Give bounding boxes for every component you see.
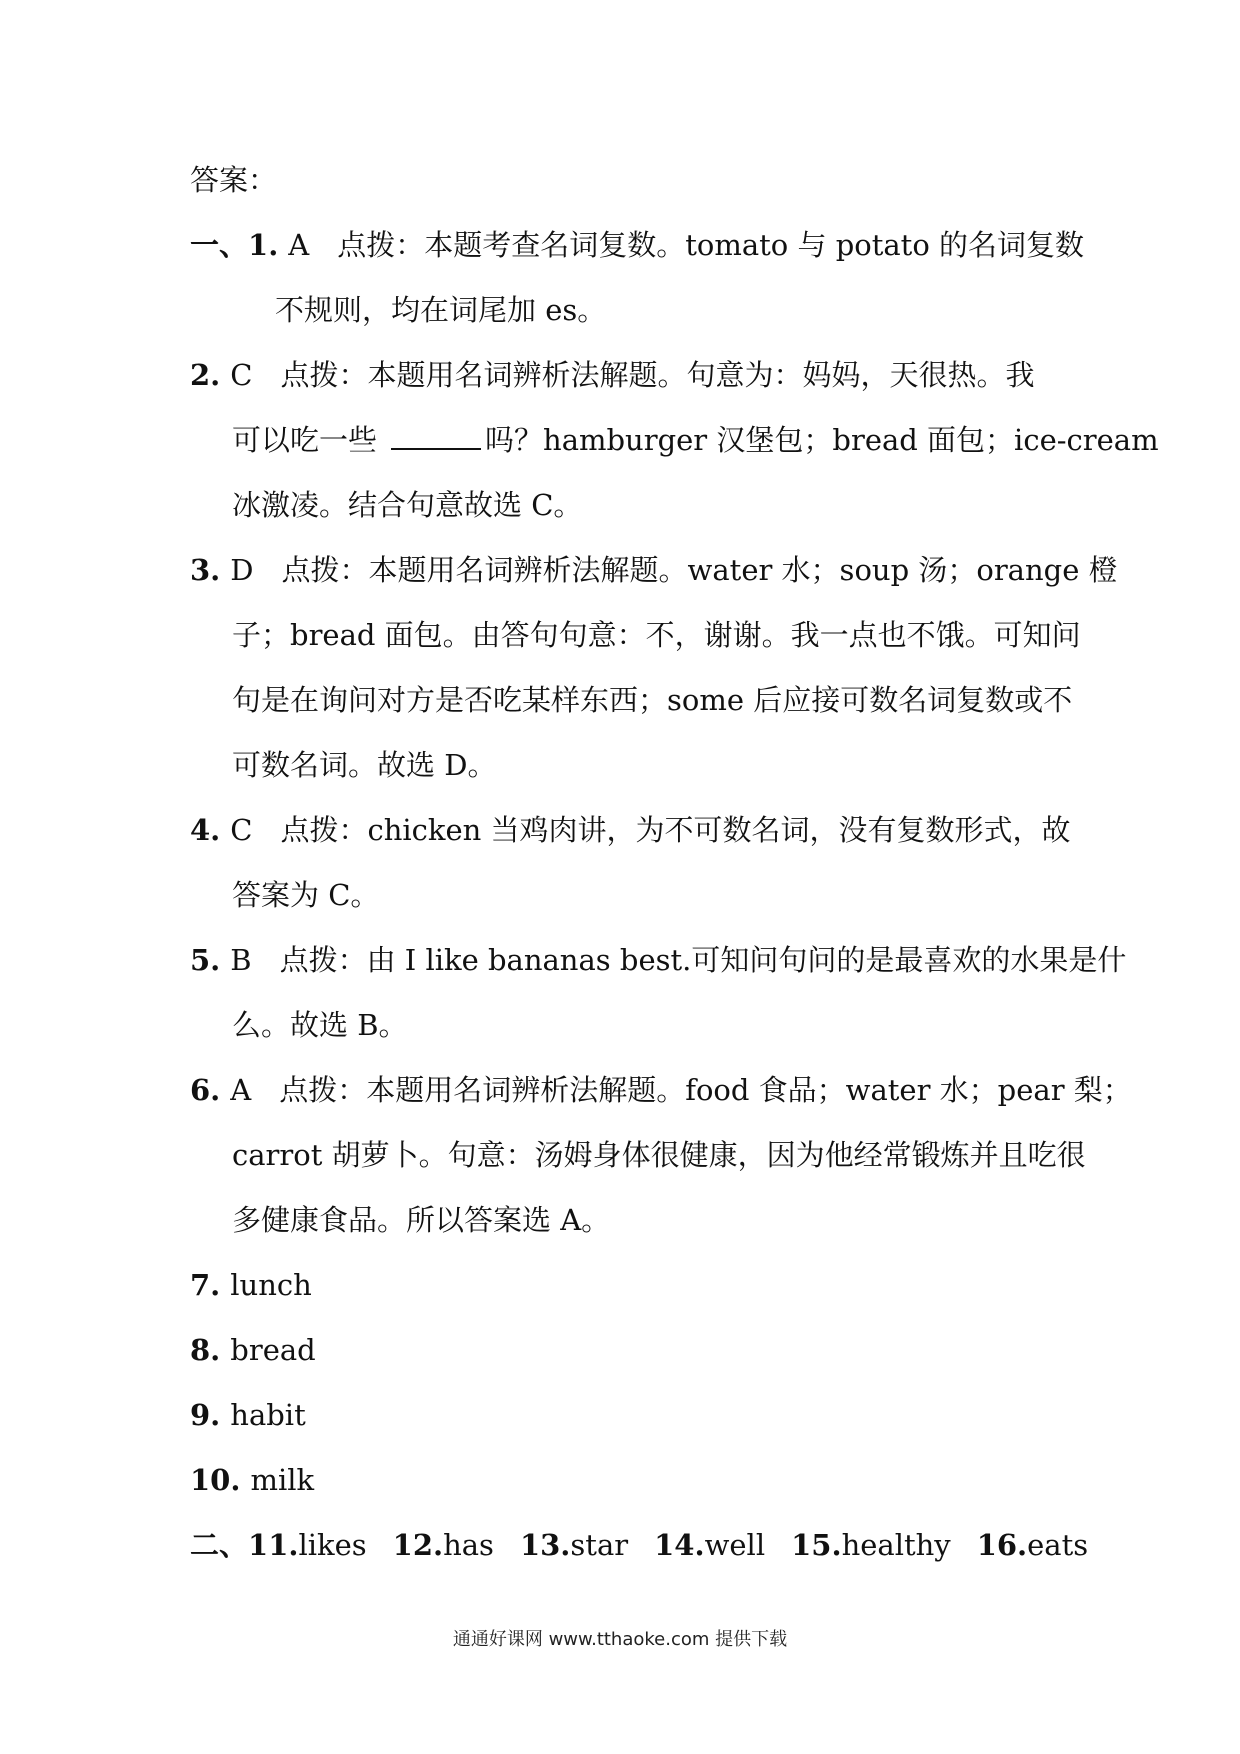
section-2-item: 15.healthy [791,1528,951,1562]
answer-1-line-1 [190,225,1084,265]
fill-blank [391,422,481,450]
answer-1-number: 1. [248,228,279,262]
answer-6-choice: A [230,1073,252,1107]
answer-3-line-3: 句是在询问对方是否吃某样东西；some 后应接可数名词复数或不 [232,683,1073,717]
answer-10-line [190,1460,342,1500]
answer-6-number: 6. [190,1073,221,1107]
answer-4-line-1 [190,810,1071,850]
answer-2-line-2 [232,420,1159,460]
answer-1-explanation: 点拨：本题考查名词复数。tomato 与 potato 的名词复数 [337,228,1085,262]
answer-5-number: 5. [190,943,221,977]
answer-4-explanation: 点拨：chicken 当鸡肉讲，为不可数名词，没有复数形式，故 [280,813,1071,847]
answer-3-choice: D [230,553,254,587]
section-2-item: 14.well [654,1528,766,1562]
answer-7-number: 7. [190,1268,221,1302]
answer-8-word: bread [230,1333,316,1367]
answer-6-line-3: 多健康食品。所以答案选 A。 [232,1203,611,1237]
answer-9-word: habit [230,1398,306,1432]
section-2-item: 12.has [392,1528,494,1562]
page-footer: 通通好课网 www.tthaoke.com 提供下载 [452,1629,788,1650]
answer-3-explanation: 点拨：本题用名词辨析法解题。water 水；soup 汤；orange 橙 [281,553,1118,587]
section-2-item: 11.likes [248,1528,367,1562]
answer-2-text-b: 吗？hamburger 汉堡包；bread 面包；ice-cream [485,423,1159,457]
answer-8-line [190,1330,344,1370]
section-2-answers [190,1525,1114,1565]
answer-2-text-a: 可以吃一些 [232,423,378,457]
answer-7-word: lunch [230,1268,312,1302]
section-2-item: 16.eats [976,1528,1089,1562]
answers-heading: 答案： [190,163,278,197]
section-1-label: 一、 [190,228,249,262]
answer-3-line-4: 可数名词。故选 D。 [232,748,497,782]
answer-6-explanation: 点拨：本题用名词辨析法解题。food 食品；water 水；pear 梨； [279,1073,1132,1107]
answer-2-choice: C [230,358,253,392]
answer-5-line-2: 么。故选 B。 [232,1008,408,1042]
answer-1-choice: A [288,228,310,262]
answer-3-line-1 [190,550,1118,590]
answer-4-choice: C [230,813,253,847]
answer-2-line-3: 冰激凌。结合句意故选 C。 [232,488,583,522]
answer-1-line-2: 不规则，均在词尾加 es。 [275,293,607,327]
answer-2-number: 2. [190,358,221,392]
answer-3-number: 3. [190,553,221,587]
answer-5-explanation: 点拨：由 I like bananas best.可知问句问的是最喜欢的水果是什 [279,943,1127,977]
answer-5-line-1 [190,940,1126,980]
answer-9-number: 9. [190,1398,221,1432]
answer-10-number: 10. [190,1463,241,1497]
answer-5-choice: B [230,943,252,977]
answer-2-explanation: 点拨：本题用名词辨析法解题。句意为：妈妈，天很热。我 [280,358,1035,392]
answer-2-line-1 [190,355,1035,395]
answer-6-line-1 [190,1070,1132,1110]
answer-4-number: 4. [190,813,221,847]
answer-9-line [190,1395,334,1435]
answer-3-line-2: 子；bread 面包。由答句句意：不，谢谢。我一点也不饿。可知问 [232,618,1081,652]
answer-7-line [190,1265,340,1305]
answer-6-line-2: carrot 胡萝卜。句意：汤姆身体很健康，因为他经常锻炼并且吃很 [232,1138,1086,1172]
answer-4-line-2: 答案为 C。 [232,878,380,912]
section-2-item: 13.star [519,1528,629,1562]
answer-10-word: milk [250,1463,315,1497]
section-2-label: 二、 [190,1528,249,1562]
answer-8-number: 8. [190,1333,221,1367]
